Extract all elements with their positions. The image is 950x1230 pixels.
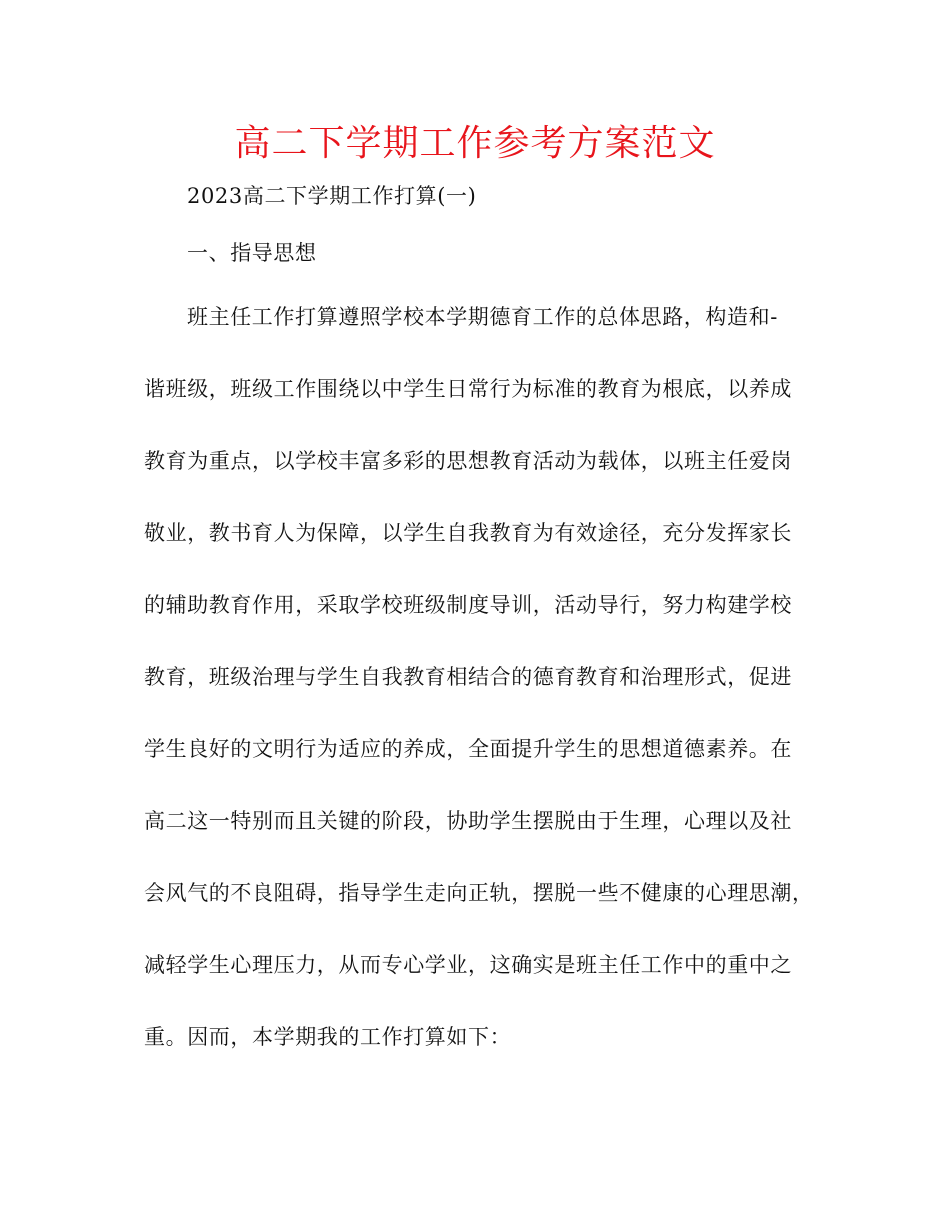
body-line: 教育为重点，以学校丰富多彩的思想教育活动为载体，以班主任爱岗 bbox=[144, 449, 792, 473]
body-line: 会风气的不良阻碍，指导学生走向正轨，摆脱一些不健康的心理思潮， bbox=[144, 881, 814, 905]
body-line: 教育，班级治理与学生自我教育相结合的德育教育和治理形式，促进 bbox=[144, 665, 792, 689]
subtitle: 2023高二下学期工作打算(一) bbox=[187, 184, 477, 208]
document-title: 高二下学期工作参考方案范文 bbox=[234, 123, 716, 164]
body-line: 高二这一特别而且关键的阶段，协助学生摆脱由于生理，心理以及社 bbox=[144, 809, 792, 833]
body-line: 的辅助教育作用，采取学校班级制度导训，活动导行，努力构建学校 bbox=[144, 593, 792, 617]
body-line: 敬业，教书育人为保障，以学生自我教育为有效途径，充分发挥家长 bbox=[144, 521, 792, 545]
section-heading: 一、指导思想 bbox=[187, 241, 317, 265]
body-line: 班主任工作打算遵照学校本学期德育工作的总体思路，构造和- bbox=[187, 305, 778, 329]
body-line: 减轻学生心理压力，从而专心学业，这确实是班主任工作中的重中之 bbox=[144, 953, 792, 977]
body-line: 重。因而，本学期我的工作打算如下： bbox=[144, 1025, 512, 1049]
body-line: 谐班级，班级工作围绕以中学生日常行为标准的教育为根底，以养成 bbox=[144, 377, 792, 401]
body-line: 学生良好的文明行为适应的养成，全面提升学生的思想道德素养。在 bbox=[144, 737, 792, 761]
